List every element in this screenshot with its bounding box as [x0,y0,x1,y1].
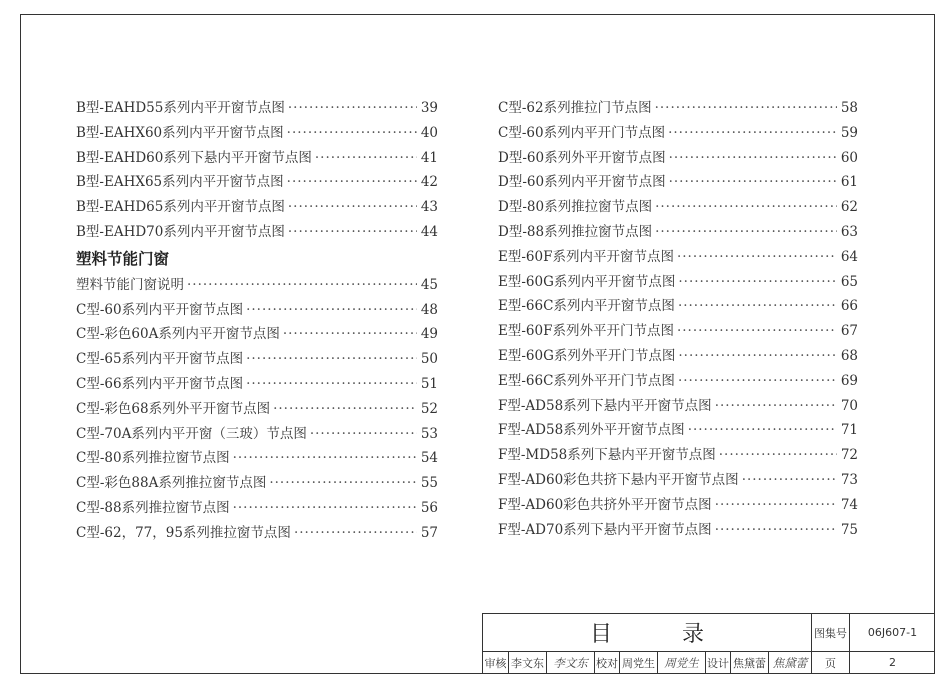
page-label: 页 [811,651,849,674]
toc-entry[interactable]: B型-EAHD55系列内平开窗节点图 ····· 39 [76,96,438,121]
leader-dots [669,146,837,171]
leader-dots [287,170,417,195]
leader-dots [655,96,837,121]
toc-entry[interactable]: D型-88系列推拉窗节点图 ····· 63 [498,220,858,245]
toc-entry[interactable]: C型-80系列推拉窗节点图 ····· 54 [76,446,438,471]
atlas-number: 06J607-1 [849,614,935,651]
review-signature: 李文东 [546,651,594,674]
toc-entry[interactable]: C型-88系列推拉窗节点图 ····· 56 [76,496,438,521]
toc-left-column [76,96,438,546]
leader-dots [287,121,417,146]
leader-dots [288,195,417,220]
toc-entry[interactable]: D型-80系列推拉窗节点图 ····· 62 [498,195,858,220]
toc-entry[interactable]: E型-60F系列内平开窗节点图 ····· 64 [498,245,858,270]
toc-entry[interactable]: E型-66C系列内平开窗节点图 ····· 66 [498,294,858,319]
leader-dots [655,195,837,220]
leader-dots [187,273,417,298]
toc-entry[interactable]: F型-AD58系列下悬内平开窗节点图 ····· 70 [498,394,858,419]
page-number: 2 [849,651,935,674]
toc-entry[interactable]: D型-60系列外平开窗节点图 ····· 60 [498,146,858,171]
toc-entry[interactable]: B型-EAHX60系列内平开窗节点图 ····· 40 [76,121,438,146]
leader-dots [273,397,417,422]
leader-dots [269,471,417,496]
toc-entry[interactable]: F型-AD58系列外平开窗节点图 ····· 71 [498,418,858,443]
design-name: 焦黛蕾 [730,651,768,674]
leader-dots [310,422,417,447]
review-label: 审核 [484,656,507,670]
toc-entry[interactable]: B型-EAHX65系列内平开窗节点图 ····· 42 [76,170,438,195]
toc-entry[interactable]: C型-66系列内平开窗节点图 ····· 51 [76,372,438,397]
leader-dots [719,443,837,468]
toc-entry[interactable]: C型-62系列推拉门节点图 ····· 58 [498,96,858,121]
toc-entry[interactable]: D型-60系列内平开窗节点图 ····· 61 [498,170,858,195]
leader-dots [246,347,417,372]
toc-entry[interactable]: C型-彩色88A系列推拉窗节点图 ····· 55 [76,471,438,496]
leader-dots [678,344,837,369]
toc-entry[interactable]: C型-60系列内平开门节点图 ····· 59 [498,121,858,146]
leader-dots [668,121,837,146]
title-block [482,613,935,674]
design-signature: 焦黛蕾 [768,651,811,674]
leader-dots [288,220,417,245]
leader-dots [233,496,417,521]
leader-dots [677,319,837,344]
leader-dots [677,245,837,270]
toc-right-column [498,96,858,542]
leader-dots [715,493,837,518]
check-name: 周党生 [619,651,657,674]
toc-entry[interactable]: B型-EAHD65系列内平开窗节点图 ····· 43 [76,195,438,220]
leader-dots [294,521,417,546]
toc-entry[interactable]: 塑料节能门窗说明 ····· 45 [76,273,438,298]
leader-dots [283,322,417,347]
toc-entry[interactable]: E型-60G系列内平开窗节点图 ····· 65 [498,270,858,295]
leader-dots [233,446,417,471]
toc-entry[interactable]: F型-MD58系列下悬内平开窗节点图 ····· 72 [498,443,858,468]
leader-dots [678,369,837,394]
check-label: 校对 [594,651,619,674]
toc-entry[interactable]: E型-66C系列外平开门节点图 ····· 69 [498,369,858,394]
toc-entry[interactable]: B型-EAHD60系列下悬内平开窗节点图 ····· 41 [76,146,438,171]
toc-entry[interactable]: F型-AD70系列下悬内平开窗节点图 ····· 75 [498,518,858,543]
leader-dots [742,468,837,493]
toc-entry[interactable]: F型-AD60彩色共挤外平开窗节点图 ····· 74 [498,493,858,518]
leader-dots [678,270,837,295]
check-signature: 周党生 [657,651,705,674]
leader-dots [715,518,837,543]
title-block-row-top [483,614,935,652]
leader-dots [715,394,837,419]
leader-dots [246,372,417,397]
toc-entry[interactable]: C型-70A系列内平开窗（三玻）节点图 ····· 53 [76,422,438,447]
review-name: 李文东 [508,651,546,674]
leader-dots [288,96,417,121]
leader-dots [315,146,417,171]
toc-entry[interactable]: C型-60系列内平开窗节点图 ····· 48 [76,298,438,323]
toc-entry[interactable]: E型-60G系列外平开门节点图 ····· 68 [498,344,858,369]
toc-entry[interactable]: C型-彩色60A系列内平开窗节点图 ····· 49 [76,322,438,347]
leader-dots [655,220,837,245]
section-heading: 塑料节能门窗 [76,249,170,268]
toc-entry[interactable]: C型-65系列内平开窗节点图 ····· 50 [76,347,438,372]
leader-dots [669,170,837,195]
atlas-label: 图集号 [811,614,849,651]
toc-entry[interactable]: E型-60F系列外平开门节点图 ····· 67 [498,319,858,344]
leader-dots [246,298,417,323]
toc-entry[interactable]: B型-EAHD70系列内平开窗节点图 ····· 44 [76,220,438,245]
toc-entry[interactable]: F型-AD60彩色共挤下悬内平开窗节点图 ····· 73 [498,468,858,493]
toc-entry[interactable]: C型-62，77，95系列推拉窗节点图 ····· 57 [76,521,438,546]
sheet-title: 目录 [589,622,774,647]
leader-dots [678,294,837,319]
leader-dots [688,418,837,443]
toc-entry[interactable]: C型-彩色68系列外平开窗节点图 ····· 52 [76,397,438,422]
design-label: 设计 [705,651,730,674]
title-block-row-bottom [483,651,935,674]
